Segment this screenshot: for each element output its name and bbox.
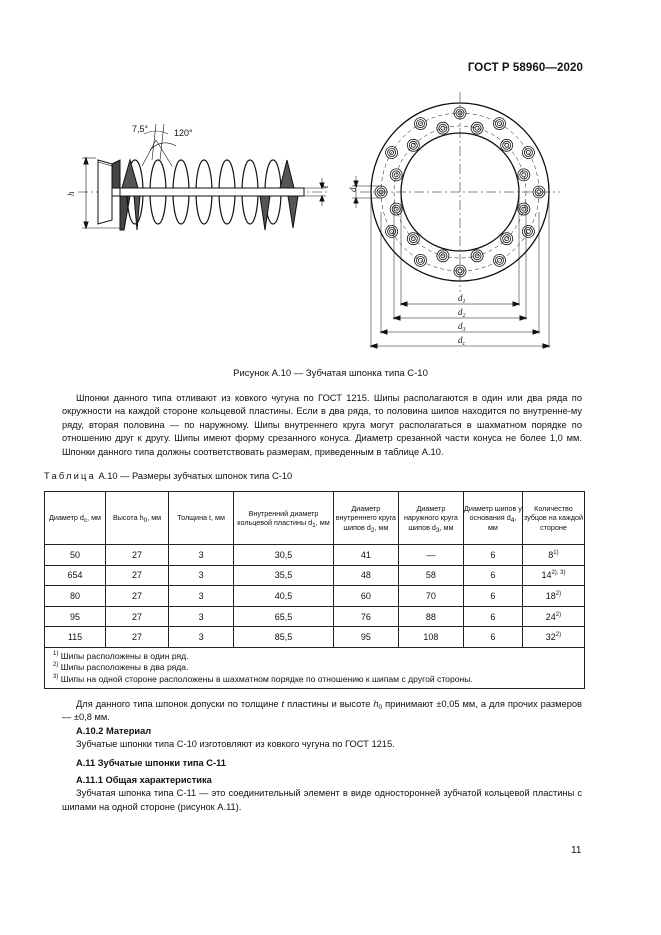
cell: 32$^{2)}$ [522,627,584,648]
col-header: Диаметр шипов у основания $d_4$, мм [463,492,522,545]
cell: 40,5 [234,586,334,607]
section-a10-2 [62,725,582,752]
cell: 6 [463,627,522,648]
cell: 50 [45,545,106,566]
tooth-mark [520,171,528,179]
t-label: t [320,185,330,188]
tooth-mark [496,256,504,264]
table-caption: Таблица А.10 — Размеры зубчатых шпонок типа С-10 [44,471,293,481]
cell: 85,5 [234,627,334,648]
d3-label: $d_3$ [458,321,466,333]
tooth-mark [526,230,530,234]
table-row [45,606,585,627]
cell: 95 [333,627,398,648]
h0-label: h [66,191,76,196]
tooth-mark [522,173,526,177]
cell: 88 [398,606,463,627]
tooth-mark [419,258,423,262]
figure-a10 [60,92,600,362]
cell: 80 [45,586,106,607]
cell: 70 [398,586,463,607]
cell: 30,5 [234,545,334,566]
section-a11-1 [62,774,582,814]
cell: — [398,545,463,566]
table-row [45,586,585,607]
tooth-mark [411,143,415,147]
tooth-mark [475,126,479,130]
cell: 95 [45,606,106,627]
cell: 27 [106,565,169,586]
tolerance-paragraph: Для данного типа шпонок допуски по толщине t пластины и высоте $h_0$ принимают ±0,05 мм, а для прочих размеров — ±0,8 мм. [62,699,582,723]
table-notes [45,647,585,689]
tooth-mark [524,228,532,236]
cell: 108 [398,627,463,648]
cell: 24$^{2)}$ [522,606,584,627]
cell: 3 [169,586,234,607]
col-header: Высота $h_0$, мм [106,492,169,545]
cell: 3 [169,565,234,586]
document-header: ГОСТ Р 58960—2020 [467,62,583,74]
page-number: 11 [571,845,582,856]
top-view [352,92,560,348]
cell: 27 [106,586,169,607]
cell: 41 [333,545,398,566]
cell: 6 [463,565,522,586]
cell: 27 [106,606,169,627]
dc-label: $d_c$ [458,335,466,347]
section-heading: А.11 Зубчатые шпонки типа С-11 [76,758,226,768]
cell: 65,5 [234,606,334,627]
cell: 6 [463,606,522,627]
note-2: $^{2)}$ Шипы расположены в два ряда. [53,662,189,673]
col-header: Внутренний диаметр кольцевой пластины $d_1$, мм [234,492,334,545]
cell: 3 [169,606,234,627]
tooth-mark [441,126,445,130]
cell: 6 [463,545,522,566]
table-notes-row [45,647,585,689]
angle-label-2: 120° [174,128,193,138]
cell: 60 [333,586,398,607]
cell: 48 [333,565,398,586]
cell: 27 [106,627,169,648]
section-view [78,124,330,230]
cell: $14^{2), 3)}$ [522,565,584,586]
cell: 3 [169,545,234,566]
figure-caption: Рисунок А.10 — Зубчатая шпонка типа С-10 [233,368,428,379]
intro-paragraph: Шпонки данного типа отливают из ковкого чугуна по ГОСТ 1215. Шипы располагаются в один или два ряда по окружности на каждой стороне кольцевой пластины. Если в два ряда, то половина шипов находится по внутренне-му ряду, вторая половина — по наружному. Шипы внутреннего круга могут располагаться в шахматном порядке по отношению друг к другу. Шипы имеют форму срезанного конуса. Диаметр срезанной части конуса не более 1,0 мм. Шпонки данного типа должны соответствовать размерам, приведенным в таблице А.10. [62,393,582,457]
section-a11 [62,757,582,770]
d1-label: $d_1$ [458,293,466,305]
angle-label-1: 7,5° [132,124,149,134]
cell: 58 [398,565,463,586]
table-row [45,565,585,586]
section-heading: А.10.2 Материал [76,726,152,736]
col-header: Количество зубцов на каждой стороне [522,492,584,545]
tooth-mark [524,149,532,157]
tooth-mark [526,151,530,155]
tooth-mark [417,256,425,264]
table-row [45,545,585,566]
cell: 654 [45,565,106,586]
tooth-mark [439,124,447,132]
section-text: Зубчатая шпонка типа С-11 — это соединительный элемент в виде односторонней зубчатой кольцевой пластины с шипами на одной стороне (рисунок А.11). [62,788,582,812]
section-text: Зубчатые шпонки типа С-10 изготовляют из ковкого чугуна по ГОСТ 1215. [76,739,395,750]
section-heading: А.11.1 Общая характеристика [76,775,212,785]
cell: 76 [333,606,398,627]
d2-label: $d_2$ [458,307,466,319]
tooth-mark [505,143,509,147]
col-header: Толщина t, мм [169,492,234,545]
col-header: Диаметр $d_c$, мм [45,492,106,545]
cell: 27 [106,545,169,566]
d4-label: $d_4$ [348,184,360,192]
cell: 115 [45,627,106,648]
cell: 6 [463,586,522,607]
cell: 35,5 [234,565,334,586]
cell: 3 [169,627,234,648]
col-header: Диаметр наружного круга шипов $d_3$, мм [398,492,463,545]
cell: 8$^{1)}$ [522,545,584,566]
table-header-row [45,492,585,545]
tooth-mark [498,258,502,262]
tooth-mark [409,141,417,149]
cell: 18$^{2)}$ [522,586,584,607]
table-row [45,627,585,648]
note-1: $^{1)}$ Шипы расположены в один ряд. [53,650,189,661]
note-3: $^{3)}$ Шипы на одной стороне расположены в шахматном порядке по отношению к шипам с другой стороны. [53,673,473,684]
tooth-mark [503,141,511,149]
dimensions-table [44,491,585,689]
col-header: Диаметр внутреннего круга шипов $d_2$, мм [333,492,398,545]
tooth-mark [473,124,481,132]
